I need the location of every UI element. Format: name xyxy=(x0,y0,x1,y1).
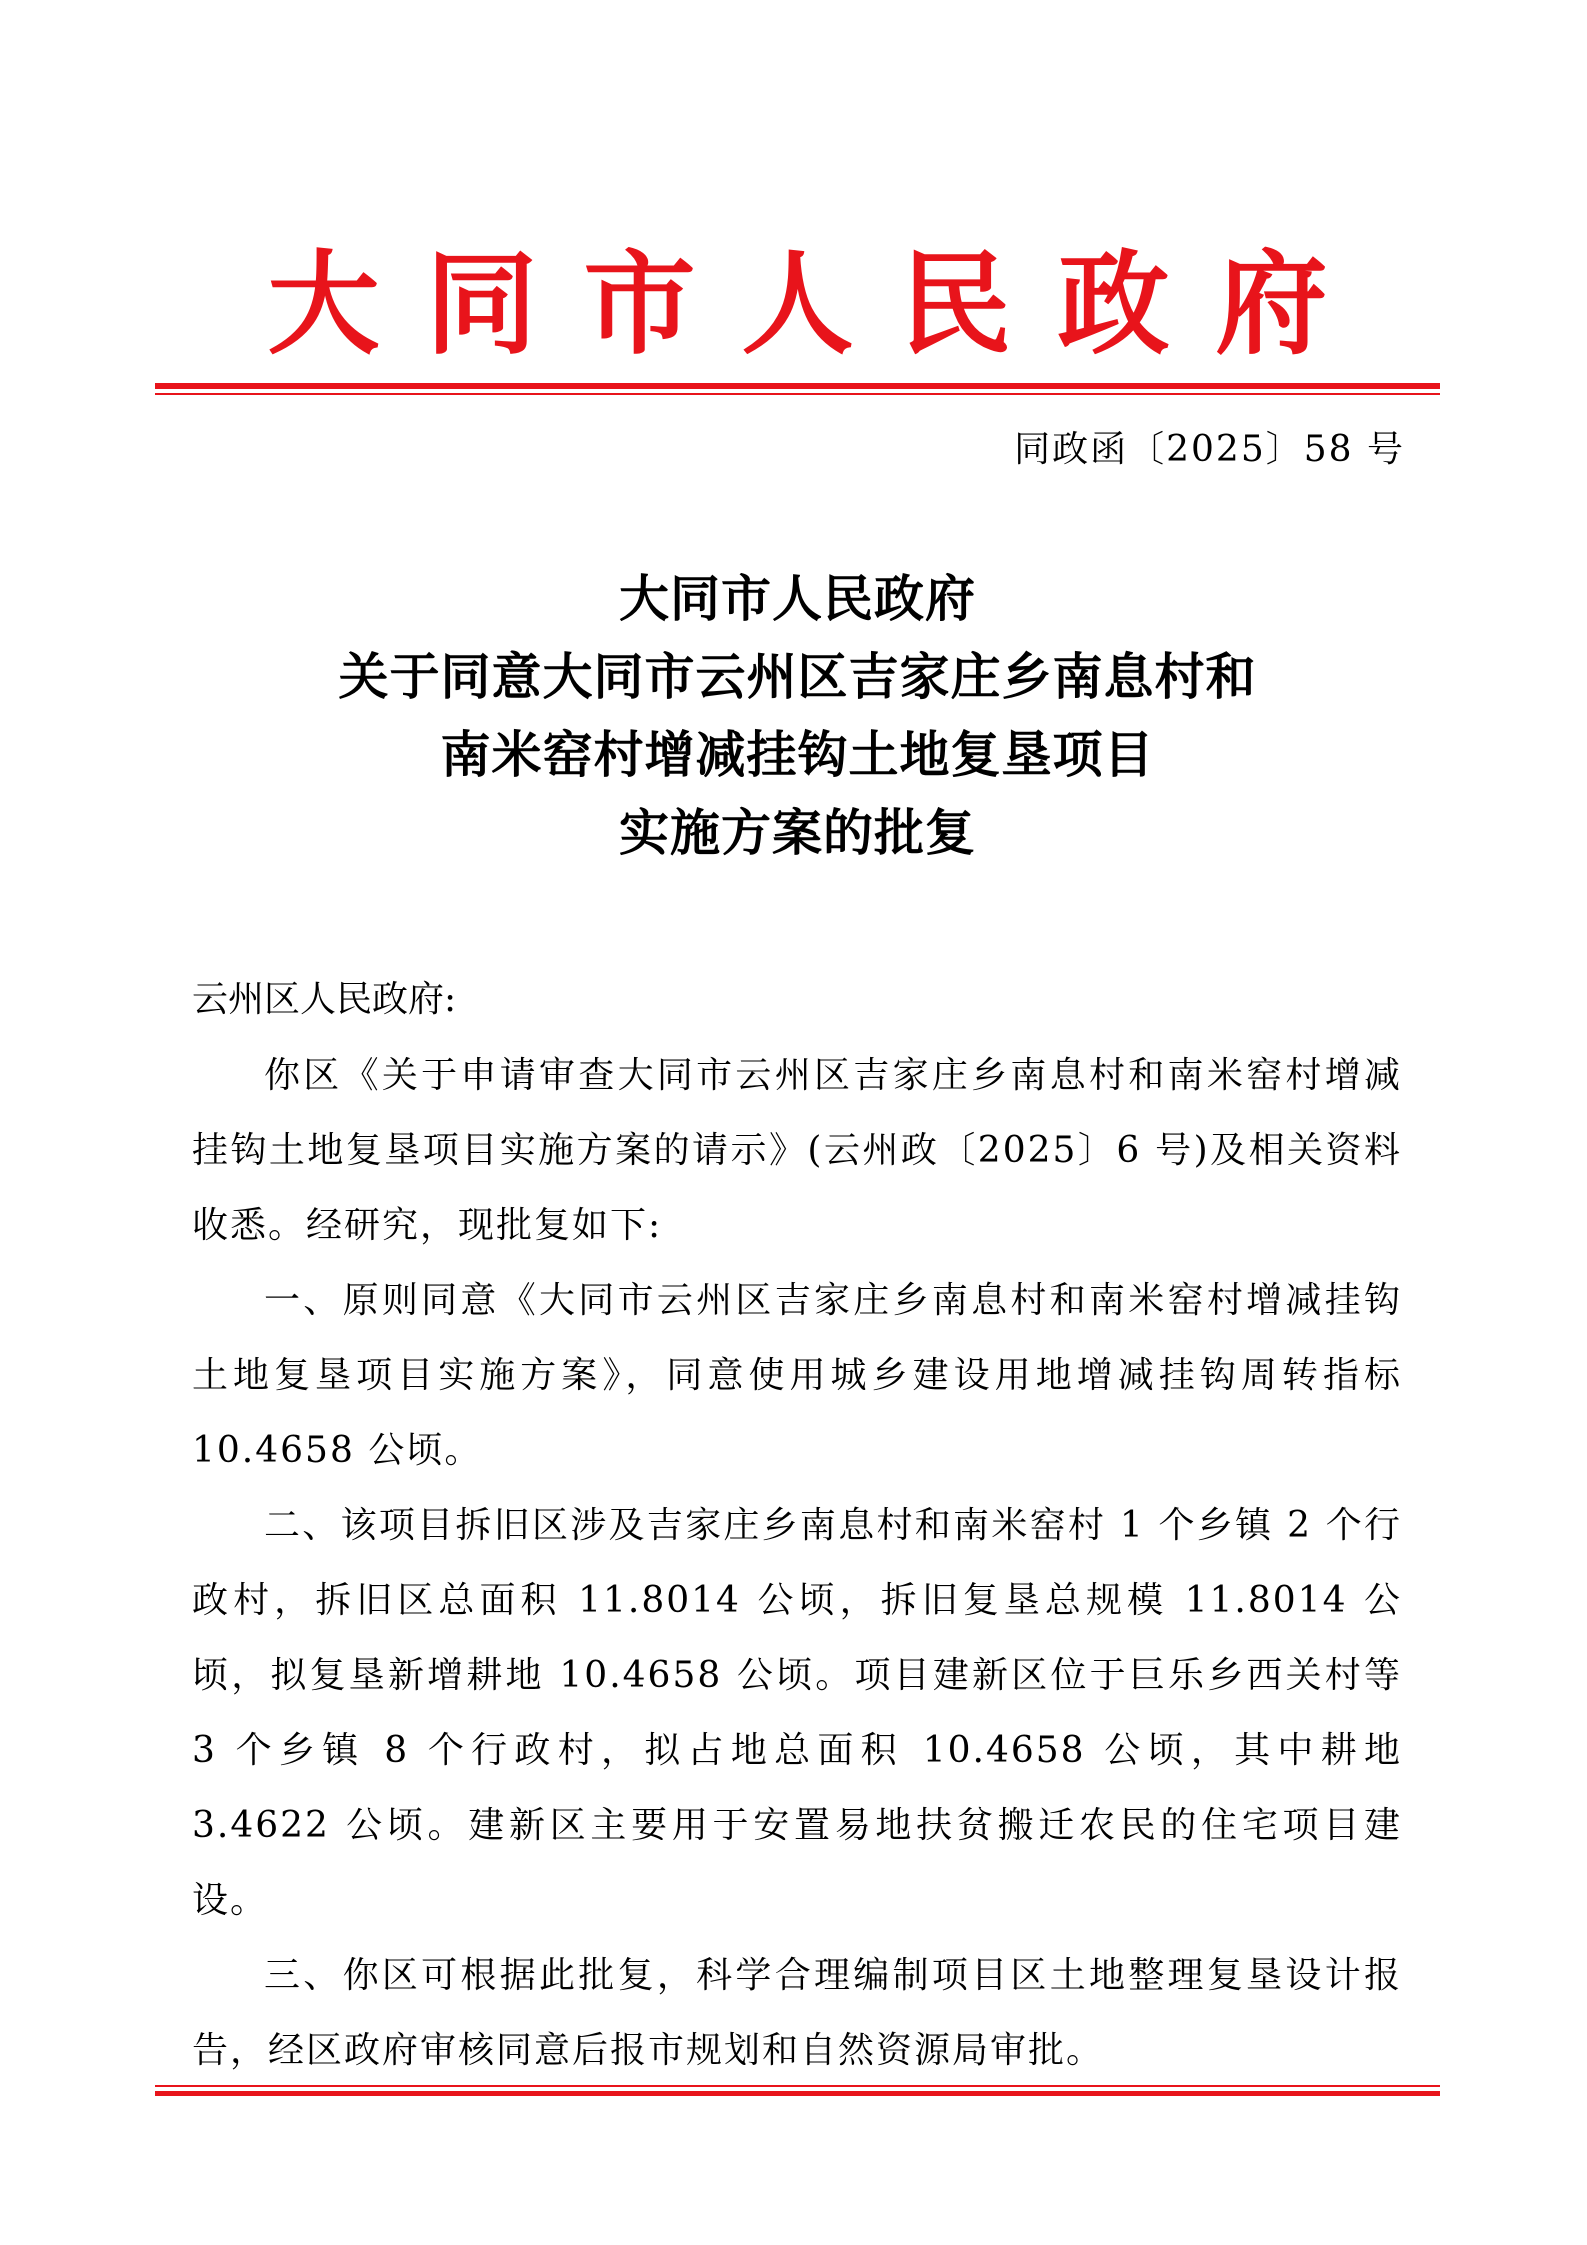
body-paragraph: 一、原则同意《大同市云州区吉家庄乡南息村和南米窑村增减挂钩土地复垦项目实施方案》，同意使用城乡建设用地增减挂钩周转指标 10.4658 公顷。 xyxy=(192,1280,1402,1471)
title-line: 关于同意大同市云州区吉家庄乡南息村和 xyxy=(338,647,1257,706)
title-line: 南米窑村增减挂钩土地复垦项目 xyxy=(440,725,1155,784)
body-paragraph: 你区《关于申请审查大同市云州区吉家庄乡南息村和南米窑村增减挂钩土地复垦项目实施方案的请示》(云州政〔2025〕6 号)及相关资料收悉。经研究，现批复如下: xyxy=(192,1055,1402,1246)
document-title xyxy=(155,560,1440,872)
header-red-rule-thin xyxy=(155,393,1440,395)
title-line: 大同市人民政府 xyxy=(619,569,976,628)
document-body xyxy=(192,1038,1402,2088)
body-paragraph: 二、该项目拆旧区涉及吉家庄乡南息村和南米窑村 1 个乡镇 2 个行政村，拆旧区总面积 11.8014 公顷，拆旧复垦总规模 11.8014 公顷，拟复垦新增耕地 10.4658 公顷。项目建新区位于巨乐乡西关村等 3 个乡镇 8 个行政村，拟占地总面积 10.4658 公顷，其中耕地 3.4622 公顷。建新区主要用于安置易地扶贫搬迁农民的住宅项目建设。 xyxy=(192,1505,1402,1921)
footer-red-rule-thin xyxy=(155,2085,1440,2087)
body-paragraph: 三、你区可根据此批复，科学合理编制项目区土地整理复垦设计报告，经区政府审核同意后报市规划和自然资源局审批。 xyxy=(192,1955,1402,2071)
issuing-organization-header: 大同市人民政府 xyxy=(267,239,1374,370)
recipient: 云州区人民政府: xyxy=(192,979,457,1020)
title-line: 实施方案的批复 xyxy=(619,803,976,862)
footer-red-rule-thick xyxy=(155,2091,1440,2096)
header-red-rule-thick xyxy=(155,383,1440,389)
document-number: 同政函〔2025〕58 号 xyxy=(1014,429,1405,470)
